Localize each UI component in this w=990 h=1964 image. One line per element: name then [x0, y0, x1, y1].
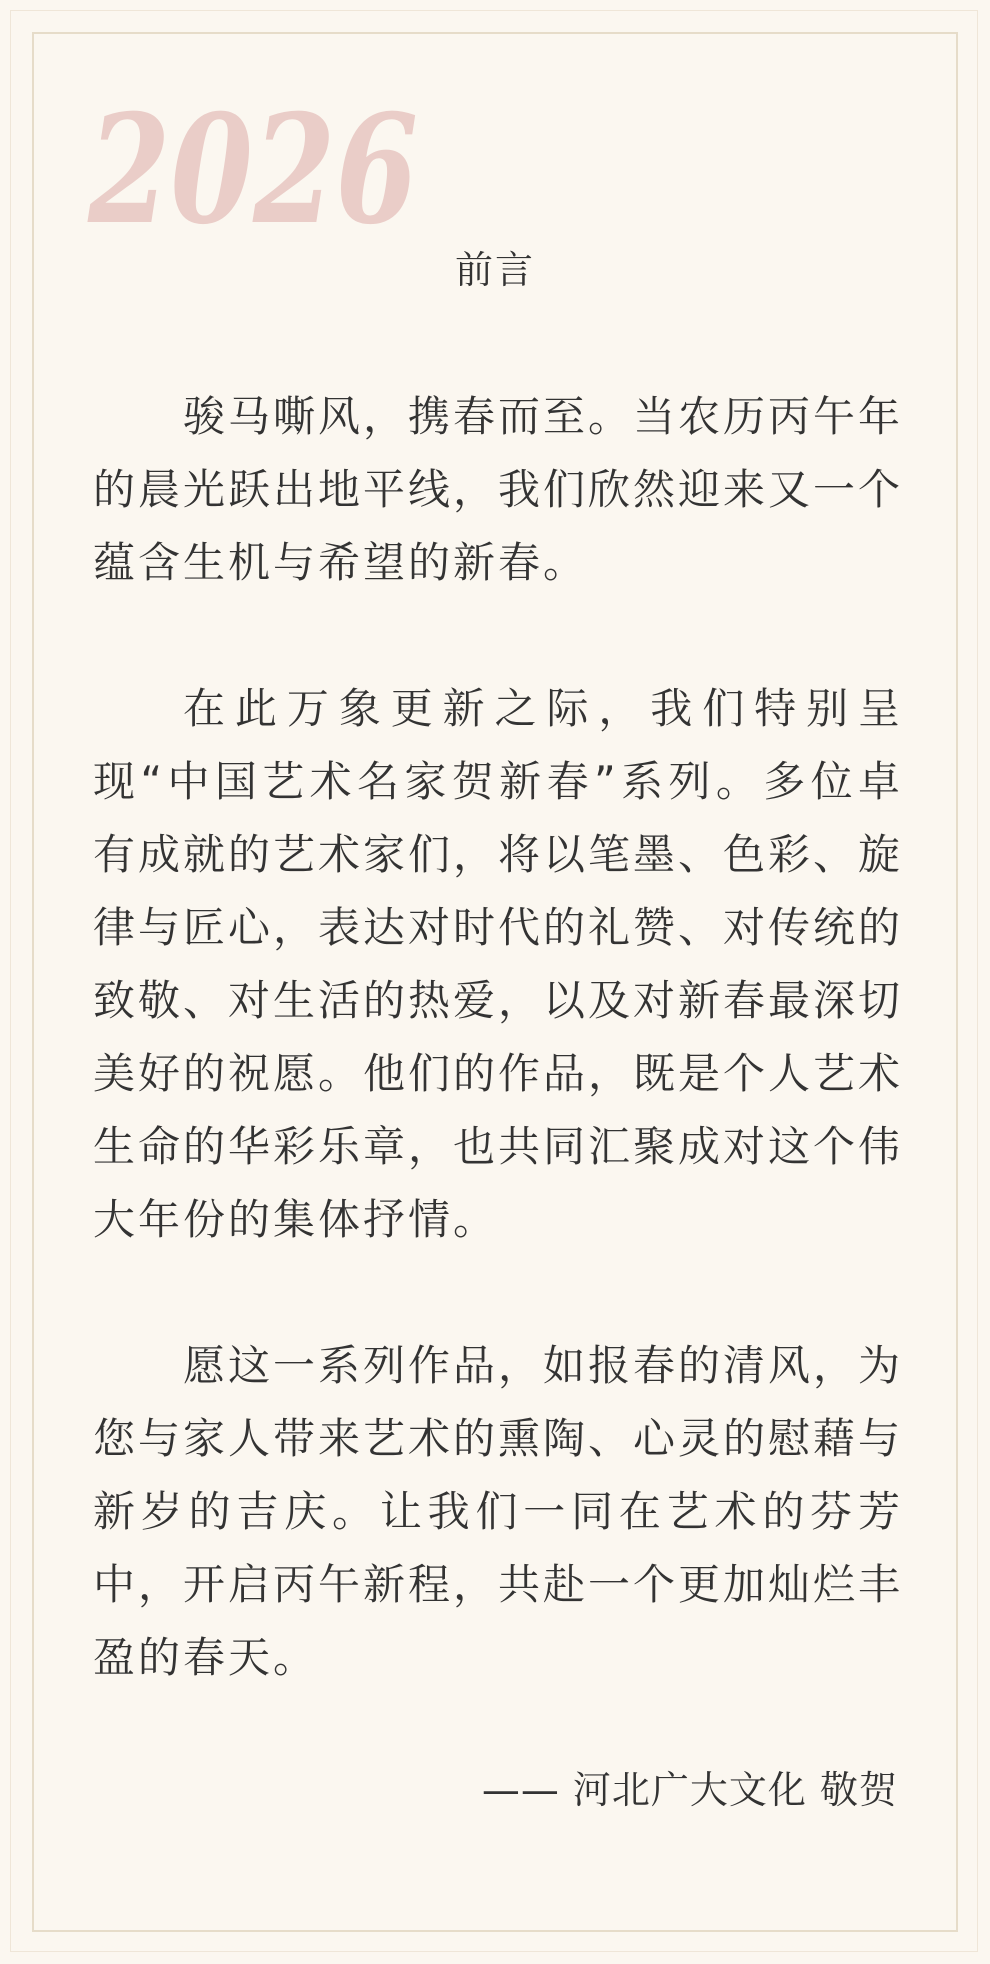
paragraph-1: 骏马嘶风，携春而至。当农历丙午年的晨光跃出地平线，我们欣然迎来又一个蕴含生机与希望的新春。: [93, 392, 904, 587]
paragraph-3: 愿这一系列作品，如报春的清风，为您与家人带来艺术的熏陶、心灵的慰藉与新岁的吉庆。让我们一同在艺术的芬芳中，开启丙午新程，共赴一个更加灿烂丰盈的春天。: [93, 1341, 904, 1682]
paragraph-2: 在此万象更新之际，我们特别呈现“中国艺术名家贺新春”系列。多位卓有成就的艺术家们，将以笔墨、色彩、旋律与匠心，表达对时代的礼赞、对传统的致敬、对生活的热爱，以及对新春最深切美好的祝愿。他们的作品，既是个人艺术生命的华彩乐章，也共同汇聚成对这个伟大年份的集体抒情。: [93, 684, 904, 1244]
page-title: 前言: [454, 248, 535, 292]
year-2026-calligraphy: [87, 72, 428, 258]
signature: —— 河北广大文化 敬贺: [481, 1768, 898, 1812]
year-2026-text: 2026: [87, 82, 419, 258]
preface-body: [93, 380, 903, 1767]
